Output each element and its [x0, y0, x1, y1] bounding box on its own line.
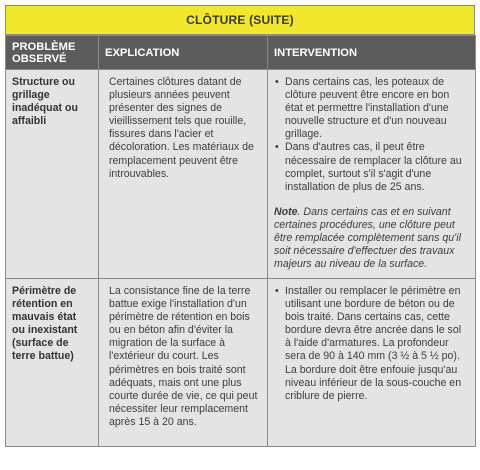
table-row [6, 70, 476, 279]
note-paragraph [274, 206, 469, 271]
bullet-icon: • [275, 141, 279, 154]
header-row [6, 36, 476, 70]
table-title: CLÔTURE (SUITE) [5, 5, 475, 35]
document-table-wrapper [5, 5, 475, 465]
bullet-icon: • [275, 285, 279, 297]
problem-cell: Périmètre de rétention en mauvais état ou inexistant (surface de terre battue) [6, 279, 99, 447]
list-item [274, 76, 469, 141]
intervention-text: Dans certains cas, les poteaux de clôture peuvent être encore en bon état et permettre l'installation d'une nouvelle structure et d'un nouveau grillage. [285, 76, 450, 141]
intervention-cell [268, 70, 476, 279]
intervention-text: Installer ou remplacer le périmètre en utilisant une bordure de béton ou de bois traité. Dans certains cas, cette bordure devra être ancrée dans le sol à l'aide d'armatures. La profondeur sera de 90 à 140 mm (3 ½ à 5 ½ po). La bordure doit être enfouie jusqu'au niveau inférieur de la sous-couche en criblure de pierre. [285, 285, 462, 402]
problem-table [5, 35, 476, 447]
intervention-list [274, 285, 469, 403]
explanation-cell: La consistance fine de la terre battue exige l'installation d'un périmètre de rétention en bois ou en béton afin d'éviter la migration de la surface à l'extérieur du court. Les périmètres en bois traité sont adéquats, mais ont une plus courte durée de vie, ce qui peut nécessiter leur remplacement après 15 à 20 ans. [99, 279, 268, 447]
problem-cell: Structure ou grillage inadéquat ou affaibli [6, 70, 99, 279]
intervention-list [274, 76, 469, 194]
explanation-cell: Certaines clôtures datant de plusieurs années peuvent présenter des signes de vieillissement tels que rouille, fissures dans l'acier et décoloration. Les matériaux de remplacement peuvent être introuvables. [99, 70, 268, 279]
list-item [274, 141, 469, 193]
note-text: . Dans certains cas et en suivant certaines procédures, une clôture peut être remplacée complètement sans qu'il soit nécessaire d'effectuer des travaux majeurs au niveau de la surface. [274, 205, 461, 271]
list-item [274, 285, 469, 403]
note-label: Note [274, 205, 298, 218]
intervention-cell [268, 279, 476, 447]
header-explanation: EXPLICATION [99, 36, 268, 70]
header-problem: PROBLÈME OBSERVÉ [6, 36, 99, 70]
intervention-text: Dans d'autres cas, il peut être nécessaire de remplacer la clôture au complet, surtout s'il s'agit d'une installation de plus de 25 ans. [285, 141, 462, 193]
header-intervention: INTERVENTION [268, 36, 476, 70]
bullet-icon: • [275, 76, 279, 88]
table-row [6, 279, 476, 447]
